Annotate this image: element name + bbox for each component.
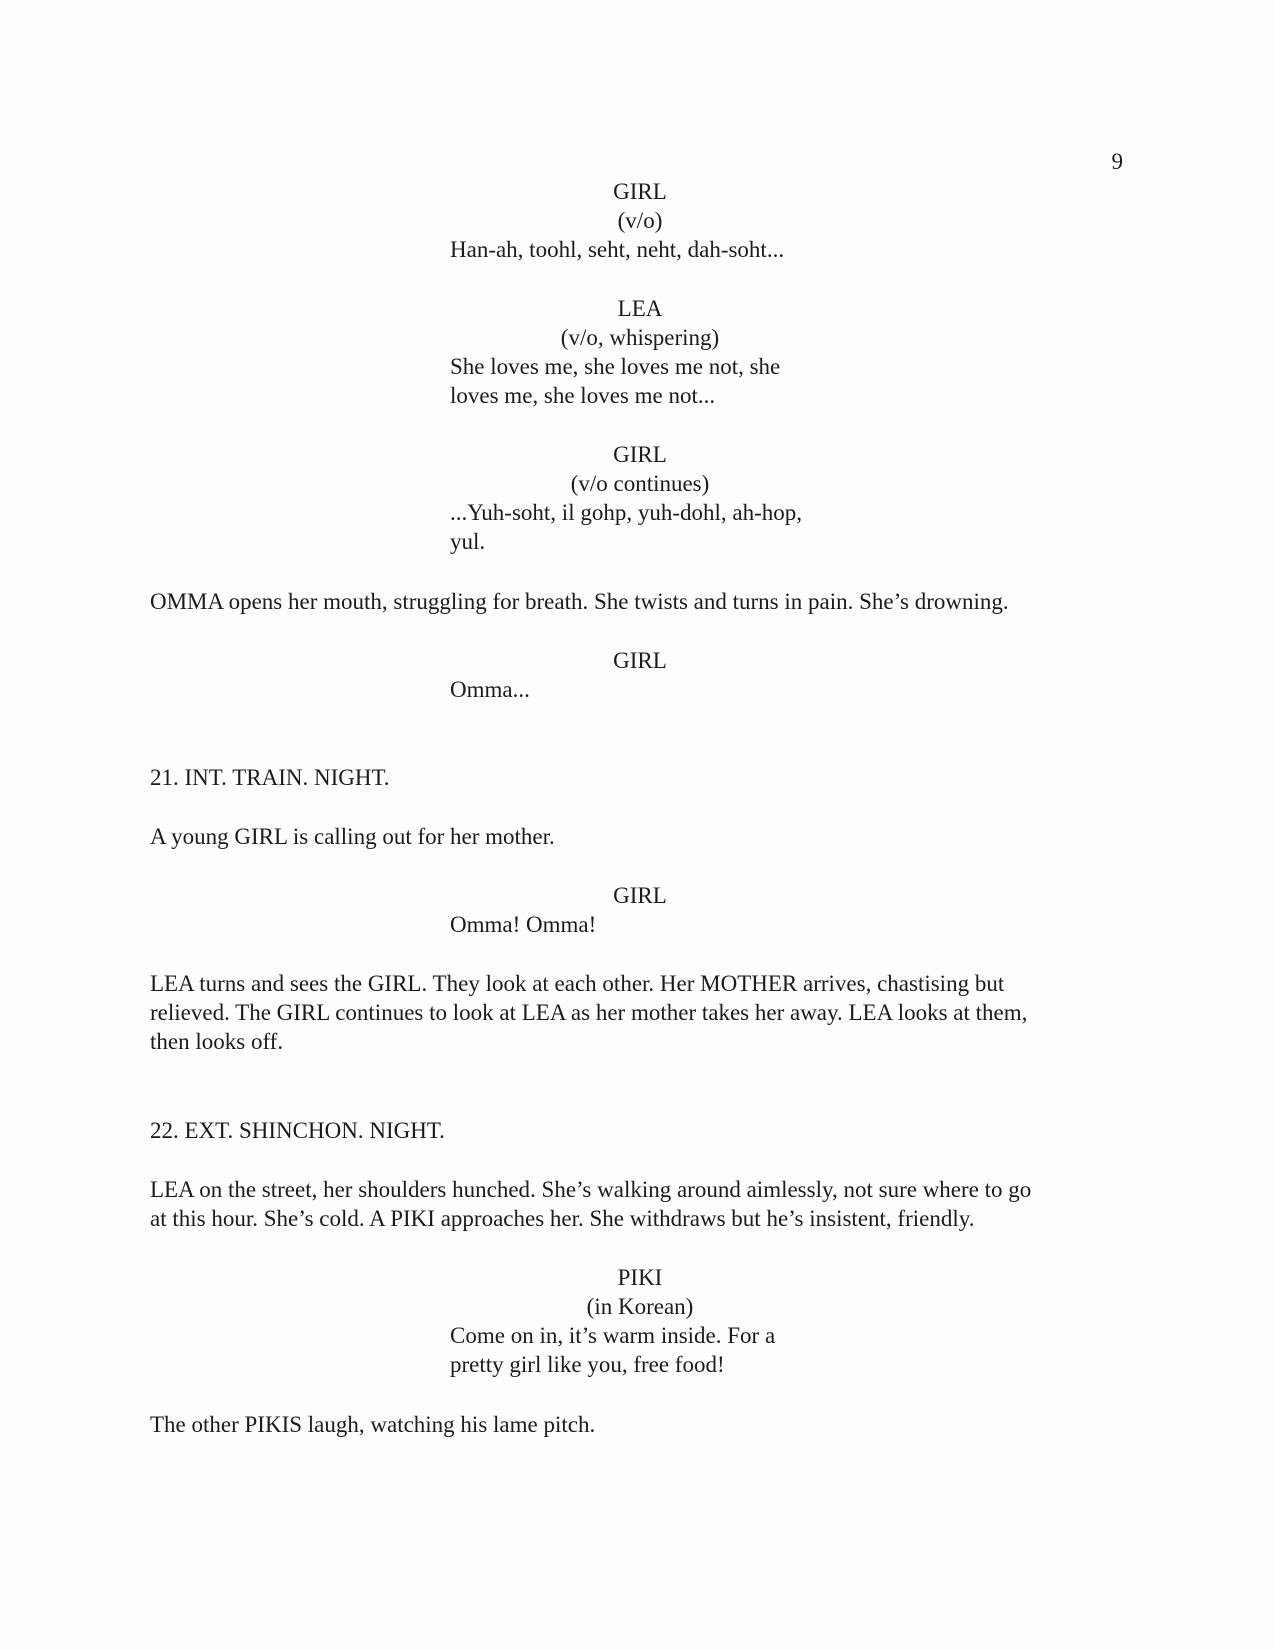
character-cue: GIRL — [613, 442, 667, 467]
parenthetical: (v/o continues) — [570, 471, 710, 496]
character-cue: LEA — [617, 296, 663, 321]
dialogue-line: Omma... — [450, 677, 530, 702]
dialogue-line: Han-ah, toohl, seht, neht, dah-soht... — [450, 237, 785, 262]
character-cue: GIRL — [613, 179, 667, 204]
character-cue: GIRL — [613, 648, 667, 673]
scene-heading: 22. EXT. SHINCHON. NIGHT. — [150, 1118, 445, 1143]
action-line: at this hour. She’s cold. A PIKI approaches her. She withdraws but he’s insistent, friendly. — [150, 1206, 975, 1231]
page-number: 9 — [1111, 149, 1123, 174]
action-line: LEA turns and sees the GIRL. They look at each other. Her MOTHER arrives, chastising but — [150, 971, 1005, 996]
action-paragraph — [150, 1175, 1130, 1233]
action-line: then looks off. — [150, 1029, 284, 1054]
action-line: The other PIKIS laugh, watching his lame pitch. — [150, 1412, 596, 1437]
action-line: relieved. The GIRL continues to look at LEA as her mother takes her away. LEA looks at them, — [150, 1000, 1028, 1025]
parenthetical: (v/o) — [617, 208, 663, 233]
dialogue — [450, 352, 830, 410]
parenthetical: (v/o, whispering) — [560, 325, 720, 350]
character-cue: PIKI — [617, 1265, 663, 1290]
action-line: A young GIRL is calling out for her mother. — [150, 824, 555, 849]
scene-heading: 21. INT. TRAIN. NIGHT. — [150, 765, 390, 790]
dialogue-line: pretty girl like you, free food! — [450, 1352, 725, 1377]
character-cue: GIRL — [613, 883, 667, 908]
dialogue-line: yul. — [450, 529, 486, 554]
dialogue-line: Omma! Omma! — [450, 912, 597, 937]
action-line: LEA on the street, her shoulders hunched. She’s walking around aimlessly, not sure where to go — [150, 1177, 1032, 1202]
dialogue — [450, 910, 830, 939]
dialogue-line: Come on in, it’s warm inside. For a — [450, 1323, 776, 1348]
parenthetical: (in Korean) — [586, 1294, 694, 1319]
dialogue — [450, 235, 830, 264]
dialogue-line: ...Yuh-soht, il gohp, yuh-dohl, ah-hop, — [450, 500, 803, 525]
dialogue-line: loves me, she loves me not... — [450, 383, 716, 408]
action-paragraph — [150, 822, 1130, 851]
dialogue — [450, 498, 830, 556]
action-line: OMMA opens her mouth, struggling for breath. She twists and turns in pain. She’s drowning. — [150, 589, 1009, 614]
dialogue-line: She loves me, she loves me not, she — [450, 354, 781, 379]
dialogue — [450, 675, 830, 704]
action-paragraph — [150, 587, 1130, 616]
action-paragraph — [150, 969, 1130, 1056]
action-paragraph — [150, 1410, 1130, 1439]
dialogue — [450, 1321, 830, 1379]
